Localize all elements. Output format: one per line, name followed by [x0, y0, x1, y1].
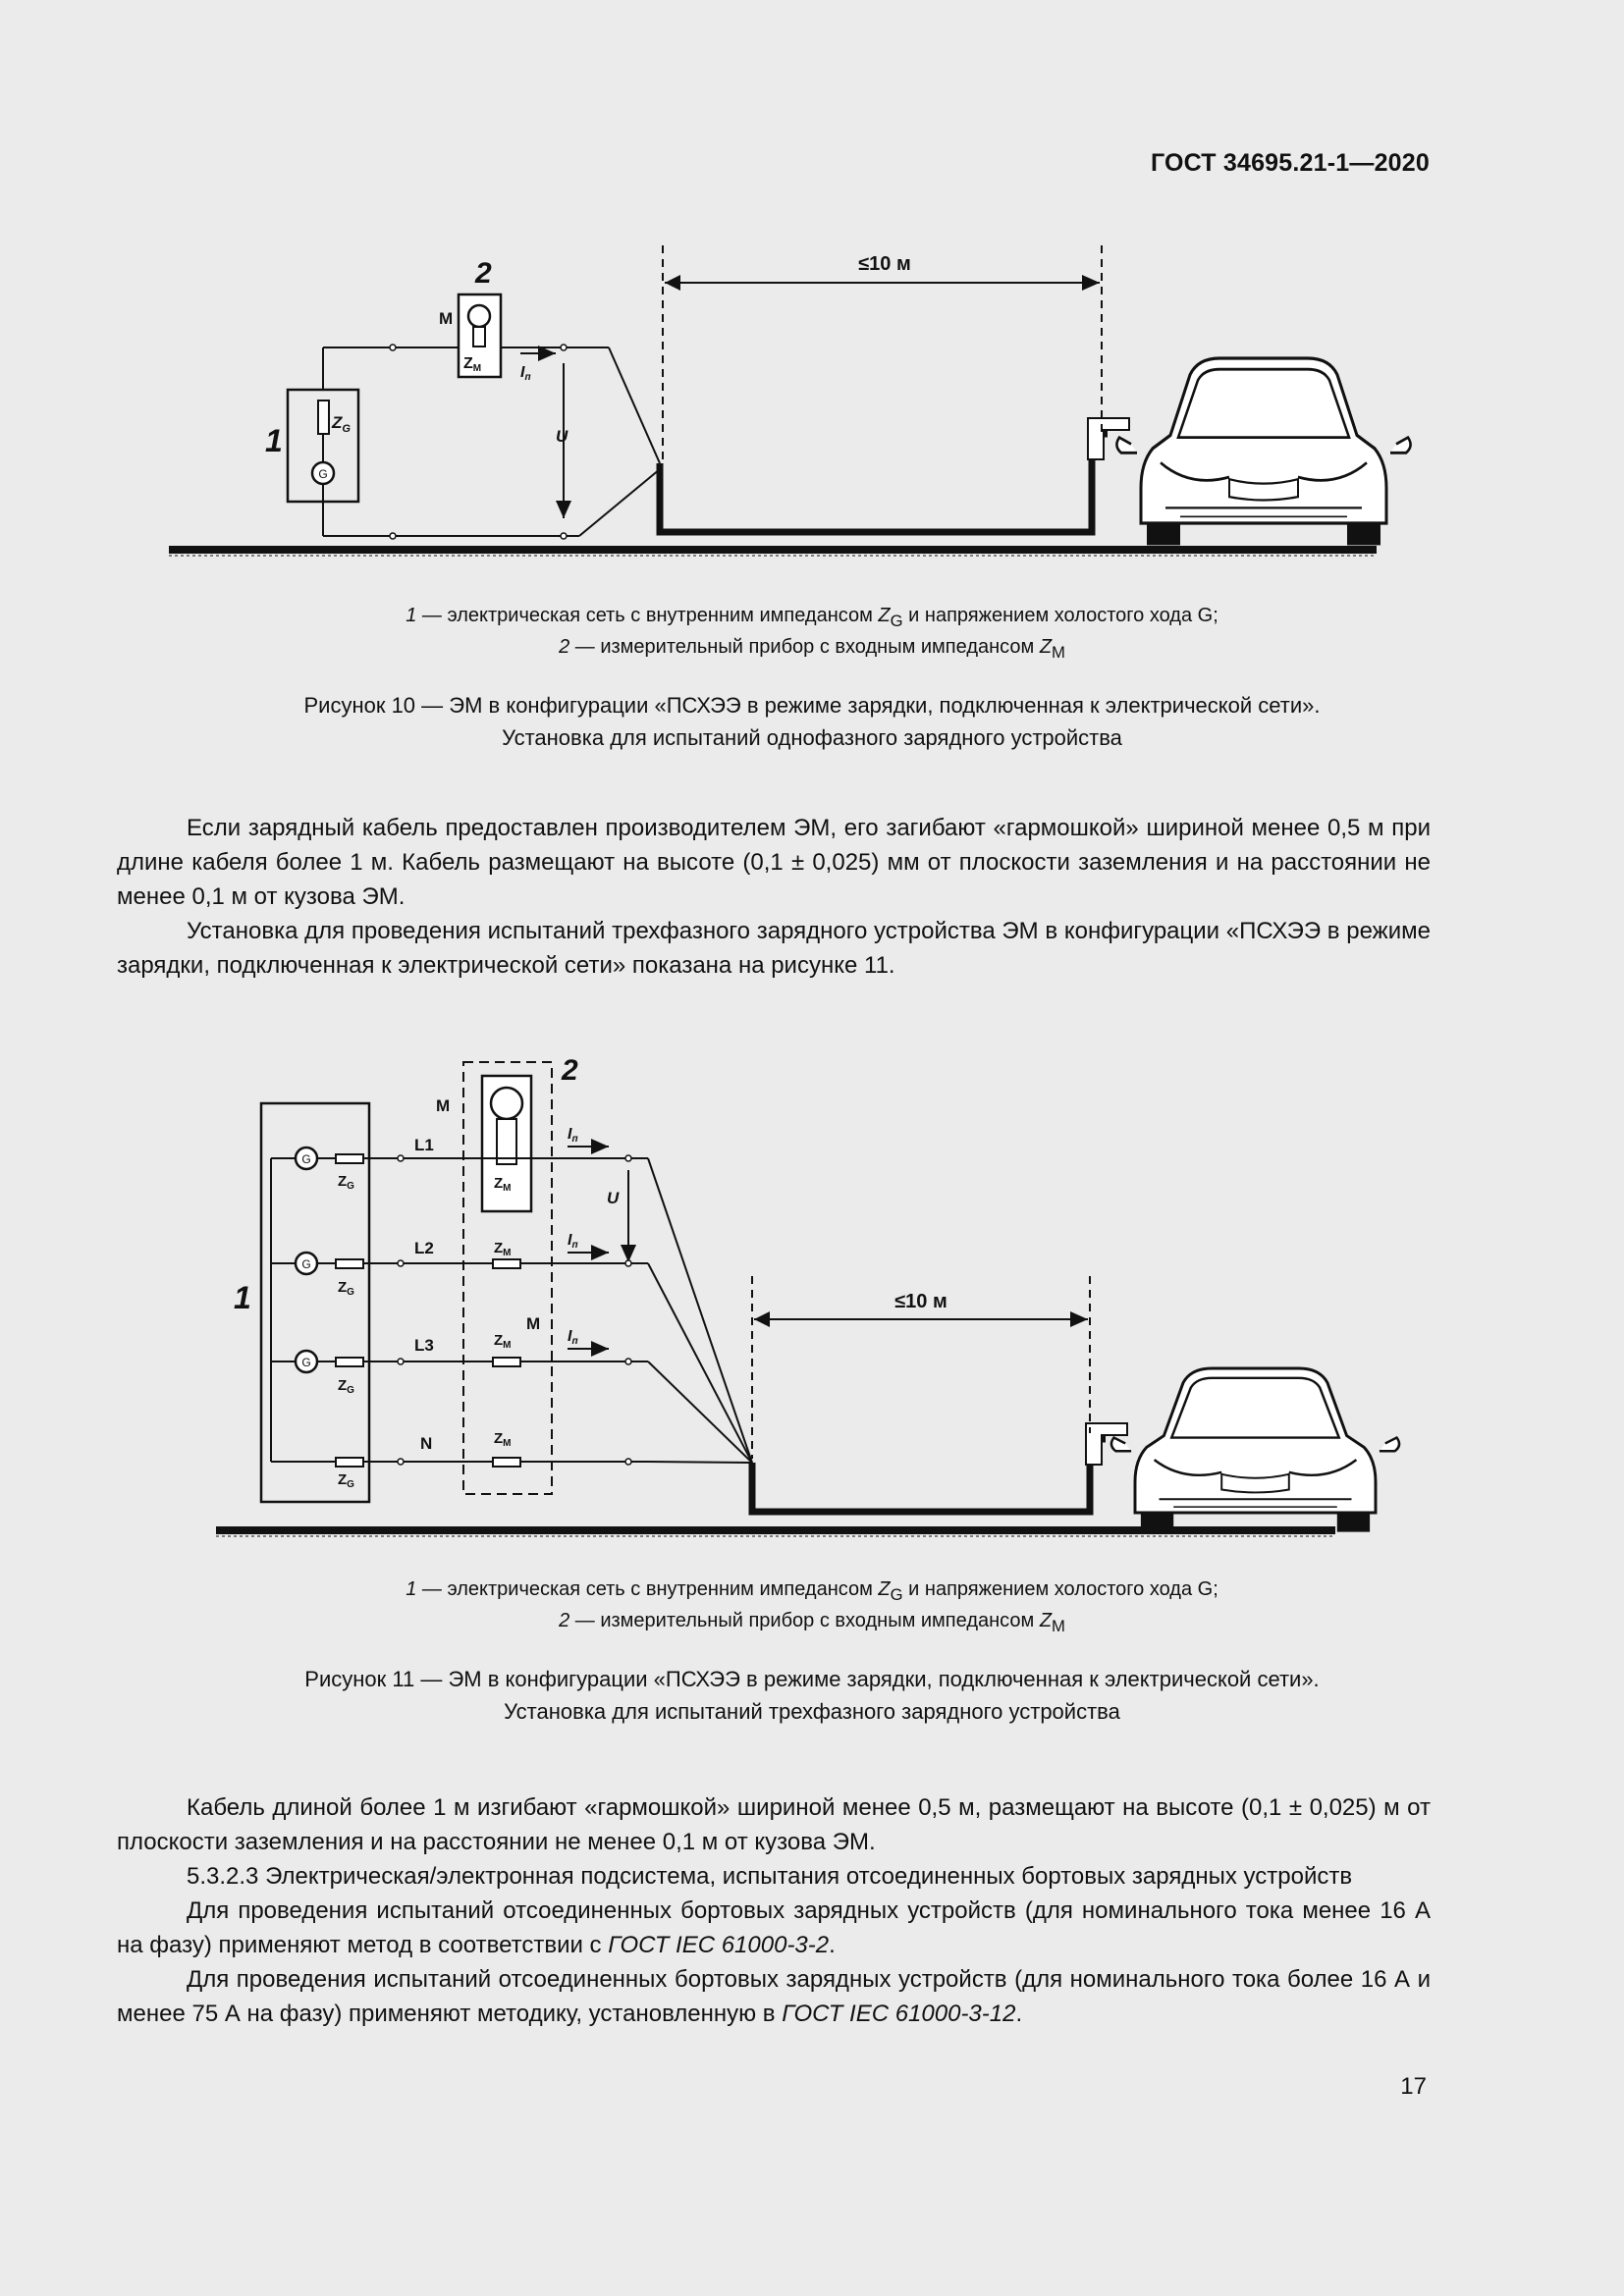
- fig11-phase-label: L3: [414, 1336, 434, 1355]
- fig10-in-label: Iп: [520, 364, 531, 383]
- fig11-zg-label: $Z_G$: [338, 1173, 354, 1192]
- fig11-zm-label: $Z_M$: [494, 1332, 512, 1351]
- fig11-callout-2: 2: [562, 1054, 578, 1087]
- fig10-callout-2: 2: [475, 257, 492, 290]
- fig11-zm-label: $Z_M$: [494, 1240, 512, 1258]
- fig11-in-label: Iп: [568, 1126, 578, 1145]
- figure-11-diagram: [0, 1041, 1624, 1551]
- fig11-m-label-2: M: [526, 1314, 541, 1333]
- fig11-in-label: Iп: [568, 1328, 578, 1347]
- fig10-zm-label: ZM: [463, 355, 482, 374]
- fig11-g-symbol: G: [301, 1356, 311, 1369]
- fig11-phase-label: L2: [414, 1239, 434, 1257]
- paragraph: Установка для проведения испытаний трехфазного зарядного устройства ЭМ в конфигурации «ПСХЭЭ в режиме зарядки, подключенная к электрической сети» показана на рисунке 11.: [117, 918, 1431, 979]
- fig10-g-symbol: G: [318, 467, 328, 481]
- fig11-car: [1111, 1368, 1399, 1532]
- fig11-zg-label: $Z_G$: [338, 1279, 354, 1298]
- fig10-distance-label: ≤10 м: [858, 253, 911, 275]
- fig11-in-label: Iп: [568, 1232, 578, 1251]
- body-text-2: [117, 1790, 1431, 2031]
- fig11-g-symbol: G: [301, 1152, 311, 1166]
- fig11-zg-label: $Z_G$: [338, 1471, 354, 1490]
- fig11-m-label: M: [436, 1096, 451, 1115]
- fig11-zg-label: $Z_G$: [338, 1377, 354, 1396]
- fig11-distance-label: ≤10 м: [894, 1291, 947, 1312]
- figure-10-diagram: [0, 236, 1624, 569]
- fig11-phase-label: L1: [414, 1136, 434, 1154]
- fig11-phase-label: N: [420, 1434, 433, 1453]
- figure-11-caption: Рисунок 11 — ЭМ в конфигурации «ПСХЭЭ в режиме зарядки, подключенная к электрической сети». Установка для испытаний трехфазного зарядного устройства: [304, 1667, 1320, 1724]
- page-number: 17: [1400, 2073, 1427, 2100]
- standard-reference: ГОСТ IEC 61000-3-2: [608, 1932, 830, 1958]
- section-heading: 5.3.2.3 Электрическая/электронная подсистема, испытания отсоединенных бортовых зарядных устройств: [187, 1863, 1353, 1890]
- fig11-zm-label: $Z_M$: [494, 1430, 512, 1449]
- fig11-g-symbol: G: [301, 1257, 311, 1271]
- paragraph: Для проведения испытаний отсоединенных бортовых зарядных устройств (для номинального тока более 16 А и менее 75 А на фазу) применяют методику, установленную в ГОСТ IEC 61000-3-12.: [117, 1966, 1431, 2027]
- fig10-callout-1: 1: [265, 423, 283, 458]
- paragraph: Для проведения испытаний отсоединенных бортовых зарядных устройств (для номинального тока менее 16 А на фазу) применяют метод в соответствии с ГОСТ IEC 61000-3-2.: [117, 1897, 1431, 1958]
- fig11-callout-1: 1: [234, 1280, 251, 1315]
- standard-reference: ГОСТ IEC 61000-3-12: [782, 2001, 1016, 2027]
- figure-10-legend: 1 — электрическая сеть с внутренним импедансом $Z_G$ и напряжением холостого хода G; 2 — измерительный прибор с входным импедансом $Z_M$: [406, 605, 1218, 662]
- fig10-m-label: M: [439, 309, 454, 328]
- figure-11-legend: 1 — электрическая сеть с внутренним импедансом $Z_G$ и напряжением холостого хода G; 2 — измерительный прибор с входным импедансом $Z_M$: [406, 1578, 1218, 1635]
- paragraph: Кабель длиной более 1 м изгибают «гармошкой» шириной менее 0,5 м, размещают на высоте (0,1 ± 0,025) м от плоскости заземления и на расстоянии не менее 0,1 м от кузова ЭМ.: [117, 1794, 1431, 1855]
- fig10-car: [1116, 358, 1410, 545]
- body-text-1: [117, 811, 1431, 983]
- fig10-zg-label: $Z_G$: [332, 413, 351, 435]
- fig10-u-label: U: [556, 427, 568, 446]
- figure-10-caption: Рисунок 10 — ЭМ в конфигурации «ПСХЭЭ в режиме зарядки, подключенная к электрической сети». Установка для испытаний однофазного зарядного устройства: [303, 693, 1321, 750]
- paragraph: Если зарядный кабель предоставлен производителем ЭМ, его загибают «гармошкой» шириной менее 0,5 м при длине кабеля более 1 м. Кабель размещают на высоте (0,1 ± 0,025) мм от плоскости заземления и на расстоянии не менее 0,1 м от кузова ЭМ.: [117, 815, 1431, 910]
- fig11-zm-label: $Z_M$: [494, 1175, 512, 1194]
- document-header: ГОСТ 34695.21-1—2020: [1150, 149, 1430, 177]
- fig11-u-label: U: [607, 1189, 620, 1207]
